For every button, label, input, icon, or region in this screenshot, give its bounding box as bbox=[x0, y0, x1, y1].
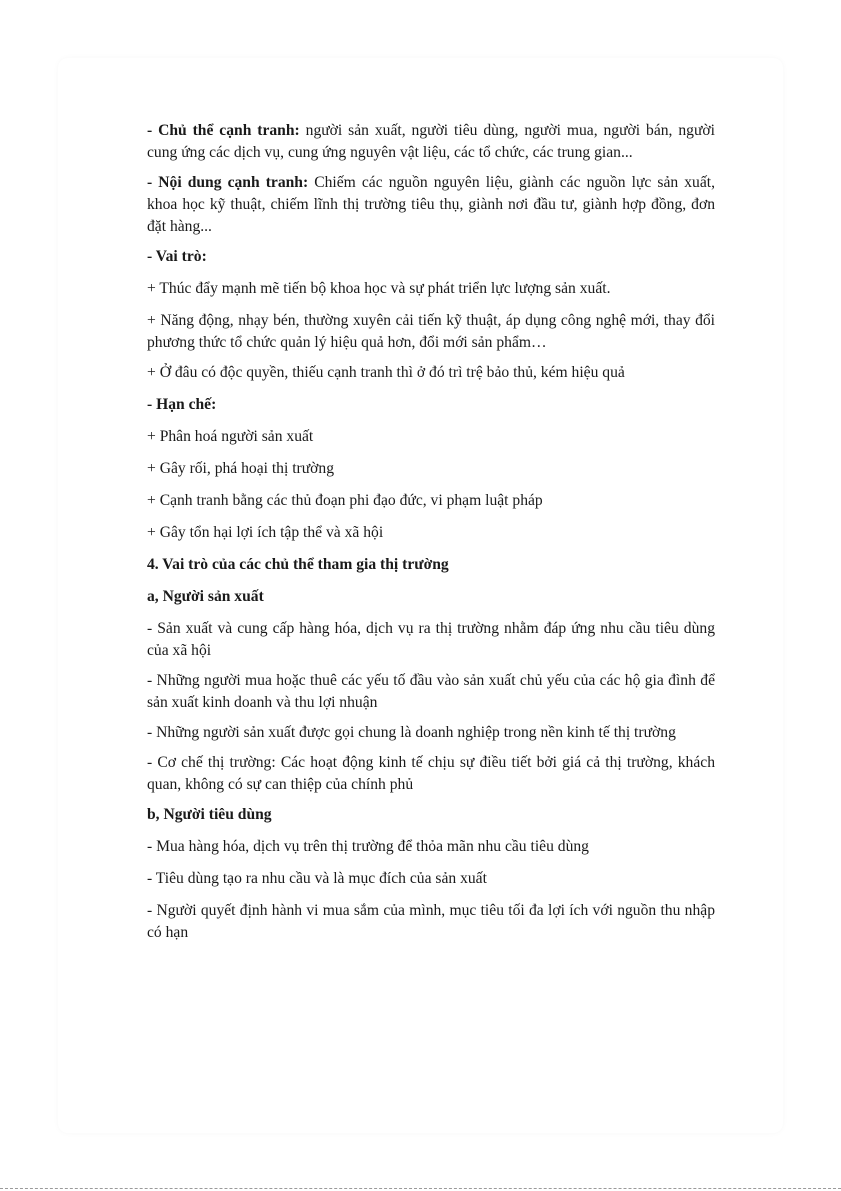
consumer-item: - Mua hàng hóa, dịch vụ trên thị trường để thỏa mãn nhu cầu tiêu dùng bbox=[147, 838, 589, 855]
role-item: + Năng động, nhạy bén, thường xuyên cải tiến kỹ thuật, áp dụng công nghệ mới, thay đổi phương thức tổ chức quản lý hiệu quả hơn, đổi mới sản phẩm… bbox=[147, 312, 715, 351]
competition-subjects-label: - Chủ thể cạnh tranh: bbox=[147, 122, 300, 139]
section-4-title: 4. Vai trò của các chủ thể tham gia thị trường bbox=[147, 556, 449, 573]
producer-item: - Sản xuất và cung cấp hàng hóa, dịch vụ ra thị trường nhằm đáp ứng nhu cầu tiêu dùng của xã hội bbox=[147, 620, 715, 659]
competition-content-label: - Nội dung cạnh tranh: bbox=[147, 174, 309, 191]
producer-item: - Những người mua hoặc thuê các yếu tố đầu vào sản xuất chủ yếu của các hộ gia đình để sản xuất kinh doanh và thu lợi nhuận bbox=[147, 672, 715, 711]
consumer-item: - Người quyết định hành vi mua sắm của mình, mục tiêu tối đa lợi ích với nguồn thu nhập có hạn bbox=[147, 902, 715, 941]
producer-item: - Những người sản xuất được gọi chung là doanh nghiệp trong nền kinh tế thị trường bbox=[147, 724, 676, 741]
competition-content-paragraph bbox=[147, 172, 715, 238]
limit-heading: - Hạn chế: bbox=[147, 396, 217, 413]
bottom-dashed-border bbox=[0, 1188, 841, 1189]
consumer-heading: b, Người tiêu dùng bbox=[147, 806, 272, 823]
producer-heading: a, Người sản xuất bbox=[147, 588, 264, 605]
limit-item: + Gây tổn hại lợi ích tập thể và xã hội bbox=[147, 524, 384, 541]
limit-item: + Phân hoá người sản xuất bbox=[147, 428, 314, 445]
competition-subjects-paragraph bbox=[147, 120, 715, 164]
role-item: + Thúc đẩy mạnh mẽ tiến bộ khoa học và sự phát triển lực lượng sản xuất. bbox=[147, 280, 611, 297]
limit-item: + Gây rối, phá hoại thị trường bbox=[147, 460, 335, 477]
consumer-item: - Tiêu dùng tạo ra nhu cầu và là mục đích của sản xuất bbox=[147, 870, 487, 887]
competition-subjects-text: người sản xuất, người tiêu dùng, người mua, người bán, người cung ứng các dịch vụ, cung ứng nguyên vật liệu, các tổ chức, các trung gian... bbox=[147, 122, 715, 161]
competition-content-text: Chiếm các nguồn nguyên liệu, giành các nguồn lực sản xuất, khoa học kỹ thuật, chiếm lĩnh thị trường tiêu thụ, giành nơi đầu tư, giành hợp đồng, đơn đặt hàng... bbox=[147, 174, 715, 235]
producer-item: - Cơ chế thị trường: Các hoạt động kinh tế chịu sự điều tiết bởi giá cả thị trường, khách quan, không có sự can thiệp của chính phủ bbox=[147, 754, 715, 793]
role-item: + Ở đâu có độc quyền, thiếu cạnh tranh thì ở đó trì trệ bảo thủ, kém hiệu quả bbox=[147, 364, 625, 381]
role-heading: - Vai trò: bbox=[147, 248, 207, 265]
limit-item: + Cạnh tranh bằng các thủ đoạn phi đạo đức, vi phạm luật pháp bbox=[147, 492, 543, 509]
document-body bbox=[147, 120, 715, 952]
